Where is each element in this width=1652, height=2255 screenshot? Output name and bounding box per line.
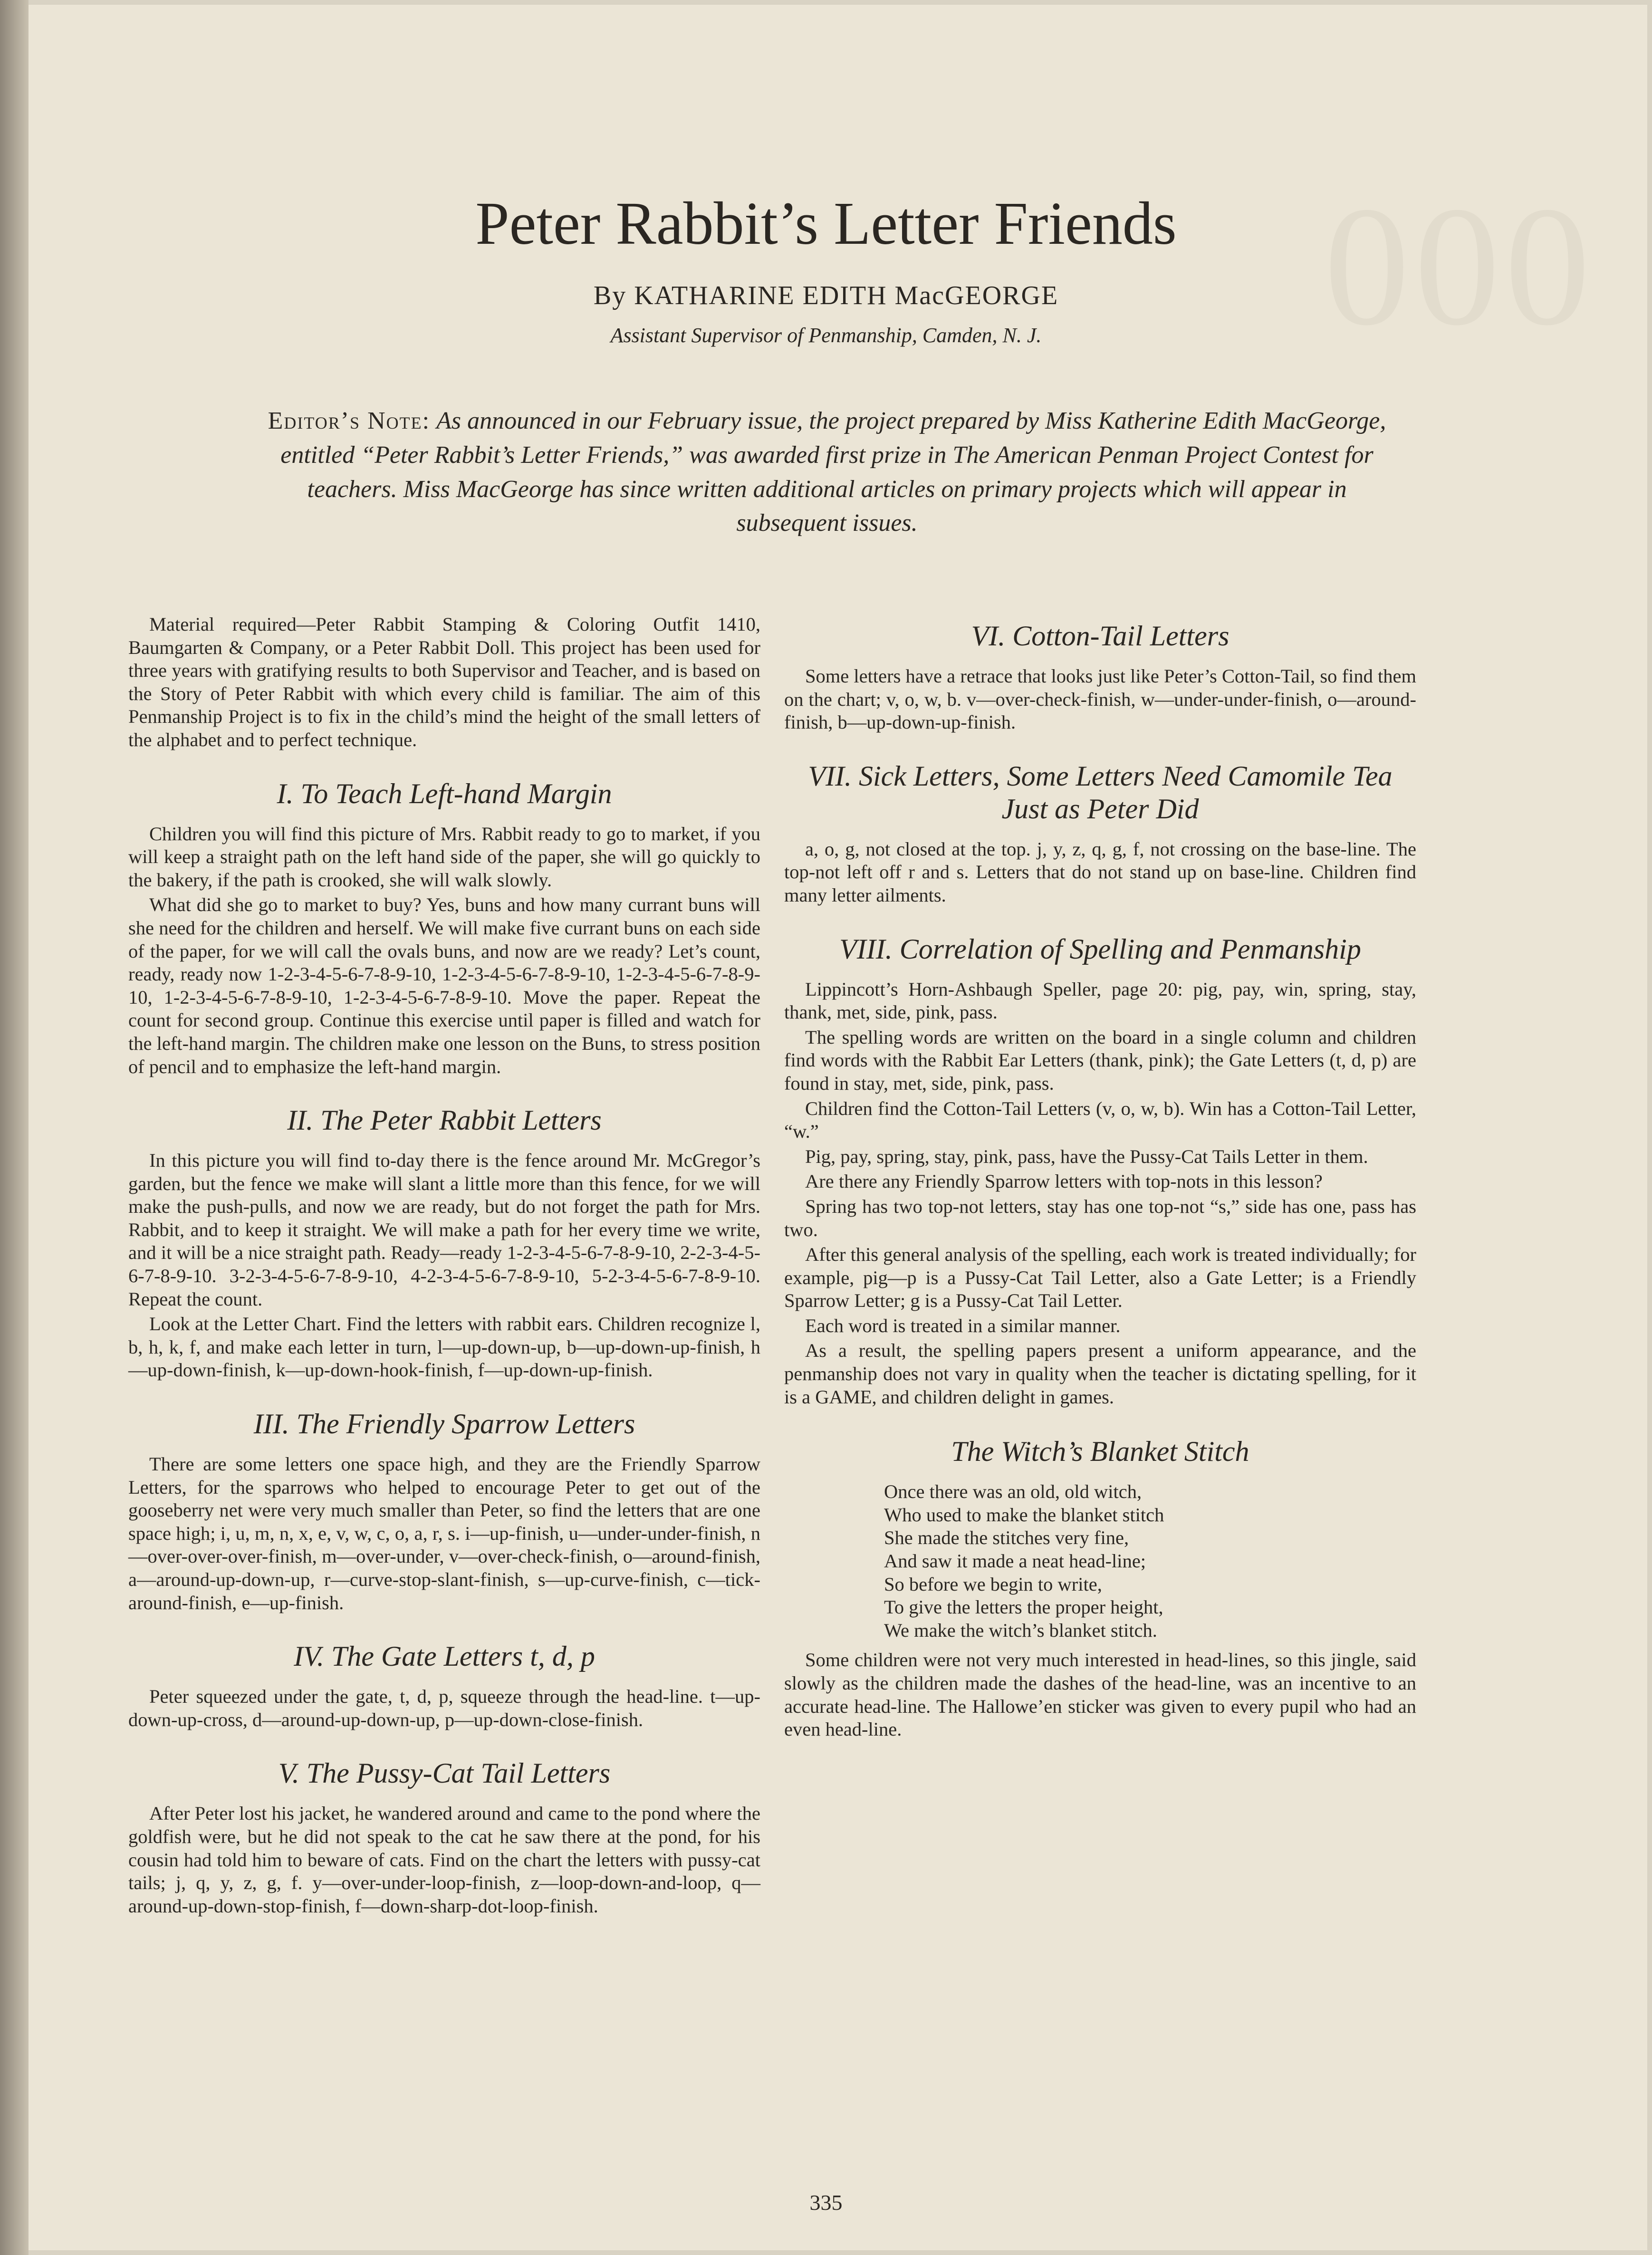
section-paragraph: a, o, g, not closed at the top. j, y, z, q, g, f, not crossing on the base-line. The top-not left off r and s. Letters that do not stand up on base-line. Children find many letter ailments. [784,838,1416,906]
section-paragraph: Each word is treated in a similar manner. [805,1315,1121,1336]
section-heading: V. The Pussy-Cat Tail Letters [278,1757,611,1789]
section-paragraph: There are some letters one space high, and they are the Friendly Sparrow Letters, for the sparrows who helped to encourage Peter to get out of the gooseberry net were very much smaller than Peter, so find the letters that are one space high; i, u, m, n, x, e, v, w, c, o, a, r, s. i—up-finish, u—under-under-finish, n—over-over-over-finish, m—over-under, v—over-check-finish, o—around-finish, a—around-up-down-up, r—curve-stop-slant-finish, s—up-curve-finish, c—tick-around-finish, e—up-finish. [128,1453,760,1613]
poem-line: We make the witch’s blanket stitch. [884,1619,1157,1641]
section-paragraph: Look at the Letter Chart. Find the letters with rabbit ears. Children recognize l, b, h, k, f, and make each letter in turn, l—up-down-up, b—up-down-up-finish, h—up-down-finish, k—up-down-hook-finish, f—up-down-up-finish. [128,1313,760,1381]
editor-note [257,404,1397,540]
section-heading: VIII. Correlation of Spelling and Penmanship [839,933,1361,965]
closing-paragraph: Some children were not very much interested in head-lines, so this jingle, said slowly as the children made the dashes of the head-line, was an incentive to an accurate head-line. The Hallowe’en sticker was given to every pupil who had an even head-line. [784,1649,1416,1740]
poem-line: And saw it made a neat head-line; [884,1550,1146,1572]
section-paragraph: Spring has two top-not letters, stay has one top-not “s,” side has one, pass has two. [784,1195,1416,1240]
left-column [128,613,760,1919]
section-heading: VI. Cotton-Tail Letters [971,620,1229,652]
poem [884,1480,1416,1642]
section-paragraph: What did she go to market to buy? Yes, buns and how many currant buns will she need for the children and herself. We will make five currant buns on each side of the paper, for we will call the ovals buns, and now are we ready? Let’s count, ready, ready now 1-2-3-4-5-6-7-8-9-10, 1-2-3-4-5-6-7-8-9-10, 1-2-3-4-5-6-7-8-9-10, 1-2-3-4-5-6-7-8-9-10, 1-2-3-4-5-6-7-8-9-10. Move the paper. Repeat the count for second group. Continue this exercise until paper is filled and watch for the left-hand margin. The children make one lesson on the Buns, to stress position of pencil and to emphasize the left-hand margin. [128,894,760,1077]
editor-note-lead: Editor’s Note: [268,407,431,434]
poem-title: The Witch’s Blanket Stitch [951,1436,1249,1468]
section-heading: VII. Sick Letters, Some Letters Need Camomile Tea Just as Peter Did [808,760,1393,825]
page-number: 335 [809,2190,843,2215]
author-affiliation: Assistant Supervisor of Penmanship, Camden, N. J. [610,324,1042,347]
section-paragraph: Children you will find this picture of Mrs. Rabbit ready to go to market, if you will keep a straight path on the left hand side of the paper, she will go quickly to the bakery, if the path is crooked, she will walk slowly. [128,823,760,891]
section-paragraph: After this general analysis of the spelling, each work is treated individually; for example, pig—p is a Pussy-Cat Tail Letter, also a Gate Letter; is a Friendly Sparrow Letter; g is a Pussy-Cat Tail Letter. [784,1244,1416,1312]
section-paragraph: Are there any Friendly Sparrow letters with top-nots in this lesson? [805,1171,1323,1192]
section-paragraph: Some letters have a retrace that looks just like Peter’s Cotton-Tail, so find them on the chart; v, o, w, b. v—over-check-finish, w—under-under-finish, o—around-finish, b—up-down-up-finish. [784,665,1416,733]
editor-note-text: As announced in our February issue, the project prepared by Miss Katherine Edith MacGeorge, entitled “Peter Rabbit’s Letter Friends,” was awarded first prize in The American Penman Project Contest for teachers. Miss MacGeorge has since written additional articles on primary projects which will appear in subsequent issues. [280,407,1386,537]
section-heading: II. The Peter Rabbit Letters [287,1104,602,1136]
poem-line: So before we begin to write, [884,1573,1102,1595]
section-paragraph: As a result, the spelling papers present a uniform appearance, and the penmanship does not vary in quality when the teacher is dictating spelling, for it is a GAME, and children delight in games. [784,1340,1416,1408]
section-paragraph: Lippincott’s Horn-Ashbaugh Speller, page 20: pig, pay, win, spring, stay, thank, met, side, pink, pass. [784,978,1416,1023]
poem-line: Once there was an old, old witch, [884,1481,1142,1503]
section-paragraph: Peter squeezed under the gate, t, d, p, squeeze through the head-line. t—up-down-up-cross, d—around-up-down-up, p—up-down-close-finish. [128,1686,760,1730]
section-paragraph: Children find the Cotton-Tail Letters (v, o, w, b). Win has a Cotton-Tail Letter, “w.” [784,1097,1416,1142]
right-column [784,613,1416,1743]
section-heading: IV. The Gate Letters t, d, p [294,1641,595,1672]
section-paragraph: In this picture you will find to-day there is the fence around Mr. McGregor’s garden, but the fence we make will slant a little more than this fence, for we will make the push-pulls, and now we are ready, but do not forget the path for Mrs. Rabbit, and to keep it straight. We will make a path for her every time we write, and it will be a nice straight path. Ready—ready 1-2-3-4-5-6-7-8-9-10, 2-2-3-4-5-6-7-8-9-10. 3-2-3-4-5-6-7-8-9-10, 4-2-3-4-5-6-7-8-9-10, 5-2-3-4-5-6-7-8-9-10. Repeat the count. [128,1150,760,1310]
poem-line: Who used to make the blanket stitch [884,1504,1164,1526]
section-paragraph: After Peter lost his jacket, he wandered around and came to the pond where the goldfish were, but he did not speak to the cat he saw there at the pond, for his cousin had told him to beware of cats. Find on the chart the letters with pussy-cat tails; j, q, y, z, g, f. y—over-under-loop-finish, z—loop-down-and-loop, q—around-up-down-stop-finish, f—down-sharp-dot-loop-finish. [128,1803,760,1917]
section-paragraph: The spelling words are written on the board in a single column and children find words with the Rabbit Ear Letters (thank, pink); the Gate Letters (t, d, p) are found in stay, met, side, pink, pass. [784,1026,1416,1094]
intro-paragraph: Material required—Peter Rabbit Stamping & Coloring Outfit 1410, Baumgarten & Company, or a Peter Rabbit Doll. This project has been used for three years with gratifying results to both Supervisor and Teacher, and is based on the Story of Peter Rabbit with which every child is familiar. The aim of this Penmanship Project is to fix in the child’s mind the height of the small letters of the alphabet and to perfect technique. [128,614,760,750]
poem-line: She made the stitches very fine, [884,1527,1129,1549]
section-heading: III. The Friendly Sparrow Letters [253,1408,635,1440]
section-heading: I. To Teach Left-hand Margin [277,777,612,809]
article-title: Peter Rabbit’s Letter Friends [475,190,1177,257]
show-through-ghost-text: 000 [1324,171,1595,361]
byline: By KATHARINE EDITH MacGEORGE [593,281,1059,310]
poem-line: To give the letters the proper height, [884,1596,1163,1618]
section-paragraph: Pig, pay, spring, stay, pink, pass, have the Pussy-Cat Tails Letter in them. [805,1145,1368,1167]
